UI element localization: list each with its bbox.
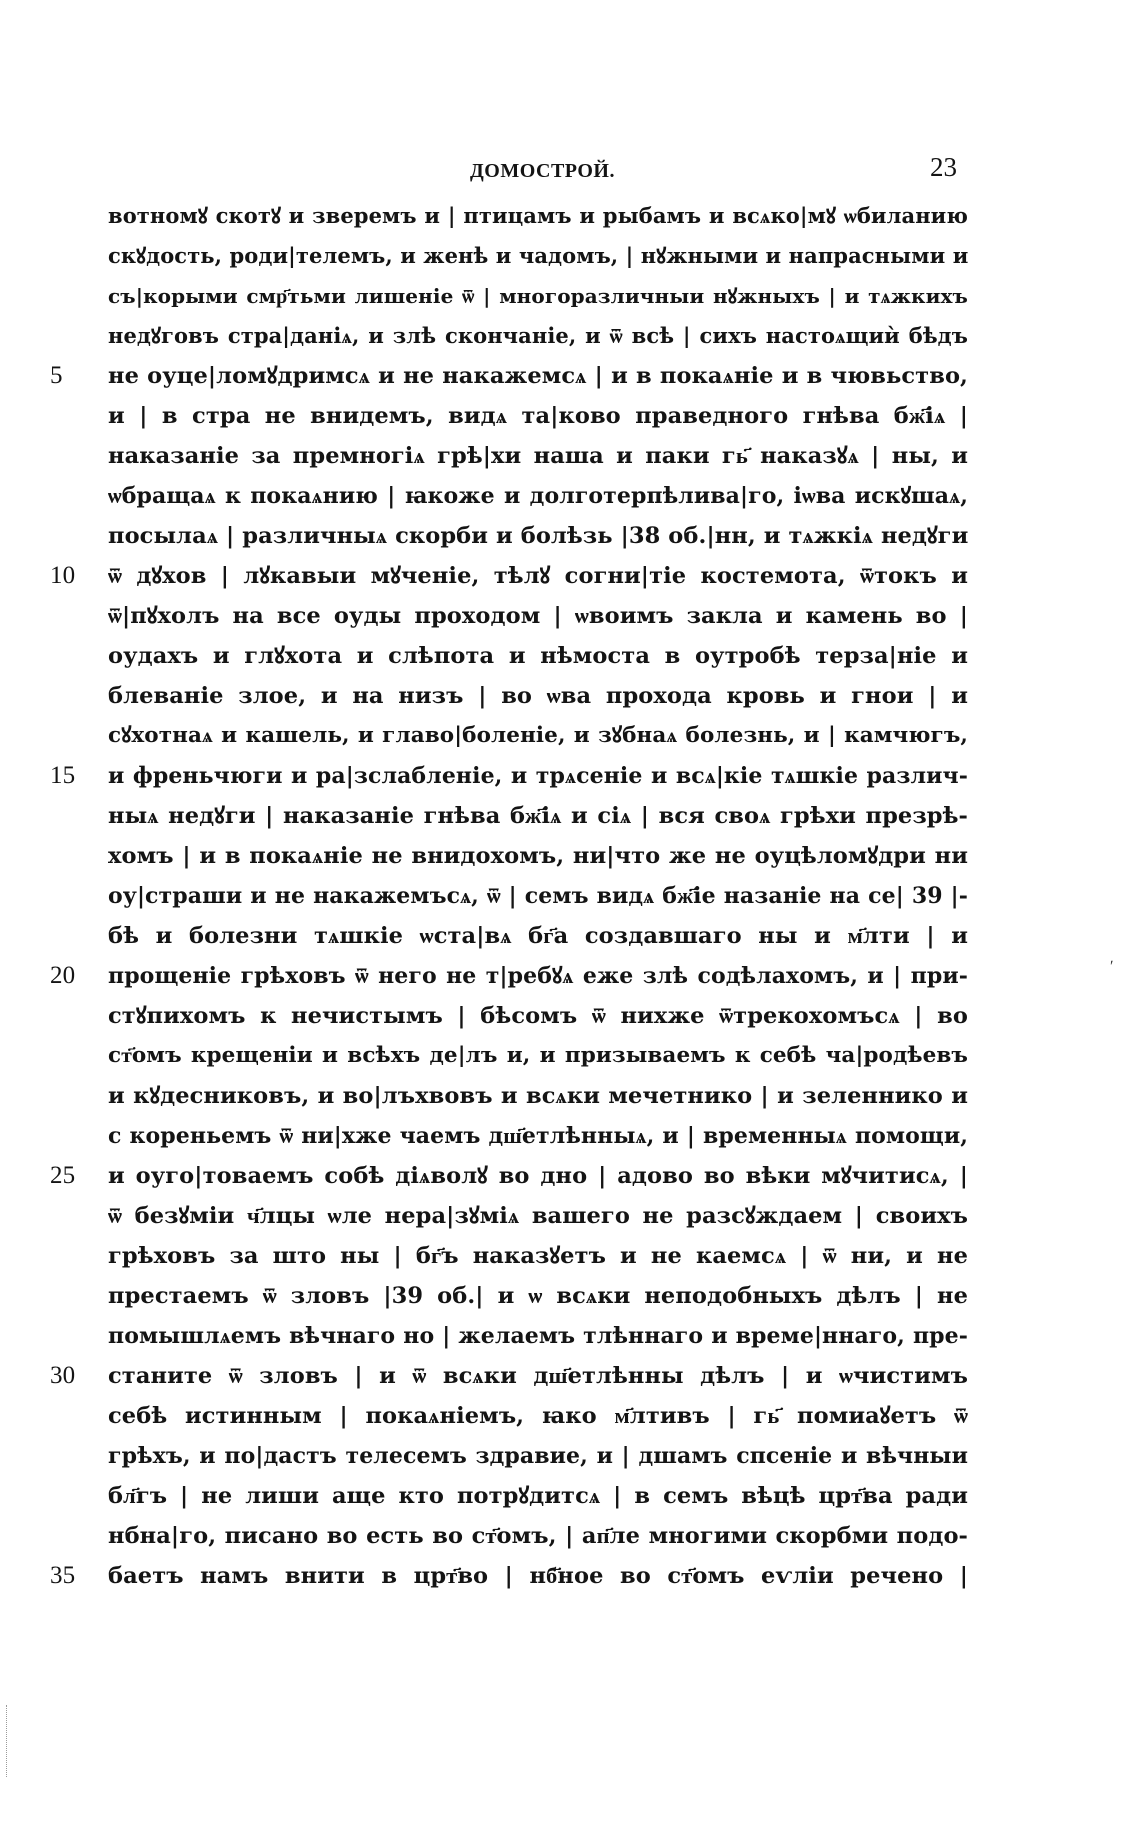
text-line [108,796,968,836]
text-line [108,1076,968,1116]
margin-rule [6,1705,7,1777]
line-text: себѣ истинным | покаѧнiемъ, ꙗко м҃лтивъ | гь҃ помиаꙋетъ ѿ [108,1403,968,1429]
line-text: и оуго|товаемъ собѣ дiѧволꙋ во дно | адово во вѣки мꙋчитисѧ, | [108,1163,968,1189]
line-text: грѣхъ, и по|дастъ телесемъ здравие, и | дшамъ спсенiе и вѣчныи [108,1443,968,1469]
text-line [108,836,968,876]
body-text [50,196,968,1596]
text-line [50,356,968,396]
text-line [50,1156,968,1196]
text-line [108,1236,968,1276]
line-text: бл҃гъ | не лиши аще кто потрꙋдитсѧ | в семъ вѣцѣ црт҃ва ради [108,1483,968,1509]
line-text: помышлѧемъ вѣчнаго но | желаемъ тлѣннаго и време|ннаго, пре- [108,1323,968,1349]
text-line [108,1196,968,1236]
line-text: хомъ | и в покаѧнiе не внидохомъ, ни|что же не оуцѣломꙋдри ни [108,843,968,869]
line-text: недꙋговъ стра|данiѧ, и злѣ скончанiе, и ѿ всѣ | сихъ настоѧщиѝ бѣдъ [108,323,968,348]
text-line [50,556,968,596]
page-number: 23 [930,152,957,182]
line-text: скꙋдость, роди|телемъ, и женѣ и чадомъ, | нꙋжными и напрасными и [108,243,968,268]
text-line [108,516,968,556]
text-line [50,1556,968,1596]
text-line [108,636,968,676]
line-text: ныѧ недꙋги | наказанiе гнѣва бж҃iѧ и сiѧ | вся своѧ грѣхи презрѣ- [108,803,968,829]
line-text: наказанiе за премногiѧ грѣ|хи наша и паки гь҃ наказꙋѧ | ны, и [108,443,968,469]
text-line [108,1436,968,1476]
line-text: ст҃омъ крещенiи и всѣхъ де|лъ и, и призываемъ к себѣ ча|родѣевъ [108,1043,968,1068]
text-line [108,316,968,356]
line-number: 20 [50,962,76,989]
line-text: блеванiе злое, и на низъ | во ѡва прохода кровь и гнои | и [108,683,968,709]
line-text: посылаѧ | различныѧ скорби и болѣзь |38 об.|нн, и тѧжкiѧ недꙋги [108,523,968,549]
text-line [108,916,968,956]
text-line [108,596,968,636]
line-text: с кореньемъ ѿ ни|хже чаемъ дш҃етлѣнныѧ, и | временныѧ помощи, [108,1123,968,1149]
line-text: нбна|го, писано во есть во ст҃омъ, | ап҃ле многими скорбми подо- [108,1523,968,1549]
text-line [108,716,968,756]
text-line [108,1396,968,1436]
text-line [50,1356,968,1396]
line-text: престаемъ ѿ зловъ |39 об.| и ѡ всѧки неподобныхъ дѣлъ | не [108,1283,968,1309]
line-number: 30 [50,1362,76,1389]
text-line [108,1476,968,1516]
text-line [108,1516,968,1556]
text-line [108,196,968,236]
text-line [108,1316,968,1356]
text-line [108,236,968,276]
line-number: 35 [50,1562,76,1589]
line-text: сꙋхотнаѧ и кашель, и главо|боленiе, и зꙋбнаѧ болезнь, и | камчюгъ, [108,723,968,748]
text-line [50,756,968,796]
text-line [108,1276,968,1316]
line-text: ѿ дꙋхов | лꙋкавыи мꙋченiе, тѣлꙋ согни|тiе костемота, ѿтокъ и [108,563,968,589]
text-line [108,436,968,476]
line-text: и френьчюги и ра|зслабленiе, и трѧсенiе и всѧ|кiе тѧшкiе различ- [108,763,968,789]
line-text: и кꙋдесниковъ, и во|лъхвовъ и всѧки мечетнико | и зеленнико и [108,1083,968,1109]
line-text: и | в стра не внидемъ, видѧ та|ково праведного гнѣва бж҃iѧ | [108,403,968,429]
line-text: стꙋпихомъ к нечистымъ | бѣсомъ ѿ нихже ѿтрекохомъсѧ | во [108,1003,968,1029]
line-text: оу|страши и не накажемъсѧ, ѿ | семъ видѧ бж҃iе назанiе на се| 39 |- [108,883,968,909]
line-text: не оуце|ломꙋдримсѧ и не накажемсѧ | и в покаѧнiе и в чювьство, [108,363,968,389]
line-text: ѿ безꙋмiи ч҃лцы ѡле нера|зꙋмiѧ вашего не разсꙋждаем | своихъ [108,1203,968,1229]
line-number: 25 [50,1162,76,1189]
line-text: станите ѿ зловъ | и ѿ всѧки дш҃етлѣнны дѣлъ | и ѡчистимъ [108,1363,968,1389]
line-number: 5 [50,362,63,389]
text-line [108,476,968,516]
text-line [108,1036,968,1076]
stray-mark: ʹ [1110,958,1114,975]
line-text: ѡбращаѧ к покаѧнию | ꙗкоже и долготерпѣлива|го, iѡва искꙋшаѧ, [108,483,968,509]
line-text: прощенiе грѣховъ ѿ него не т|ребꙋѧ еже злѣ содѣлахомъ, и | при- [108,963,968,989]
line-number: 15 [50,762,76,789]
line-text: баетъ намъ внити в црт҃во | нб҃ное во ст҃омъ еѵлiи речено | [108,1563,968,1589]
text-line [108,996,968,1036]
line-text: ѿ|пꙋхолъ на все оуды проходом | ѡвоимъ закла и камень во | [108,603,968,629]
text-line [108,276,968,316]
line-text: съ|корыми смр҃тьми лишенiе ѿ | многоразличныи нꙋжныхъ | и тѧжкихъ [108,284,968,308]
running-title: ДОМОСТРОЙ. [470,160,615,182]
line-text: грѣховъ за што ны | бг҃ъ наказꙋетъ и не каемсѧ | ѿ ни, и не [108,1243,968,1269]
line-text: оудахъ и глꙋхота и слѣпота и нѣмоста в оутробѣ терза|нiе и [108,643,968,669]
text-line [108,676,968,716]
text-line [108,396,968,436]
line-number: 10 [50,562,76,589]
text-line [108,876,968,916]
line-text: бѣ и болезни тѧшкiе ѡста|вѧ бг҃а создавшаго ны и м҃лти | и [108,923,968,949]
text-line [108,1116,968,1156]
line-text: вотномꙋ скотꙋ и зверемъ и | птицамъ и рыбамъ и всѧко|мꙋ ѡбиланию [108,203,968,228]
text-line [50,956,968,996]
